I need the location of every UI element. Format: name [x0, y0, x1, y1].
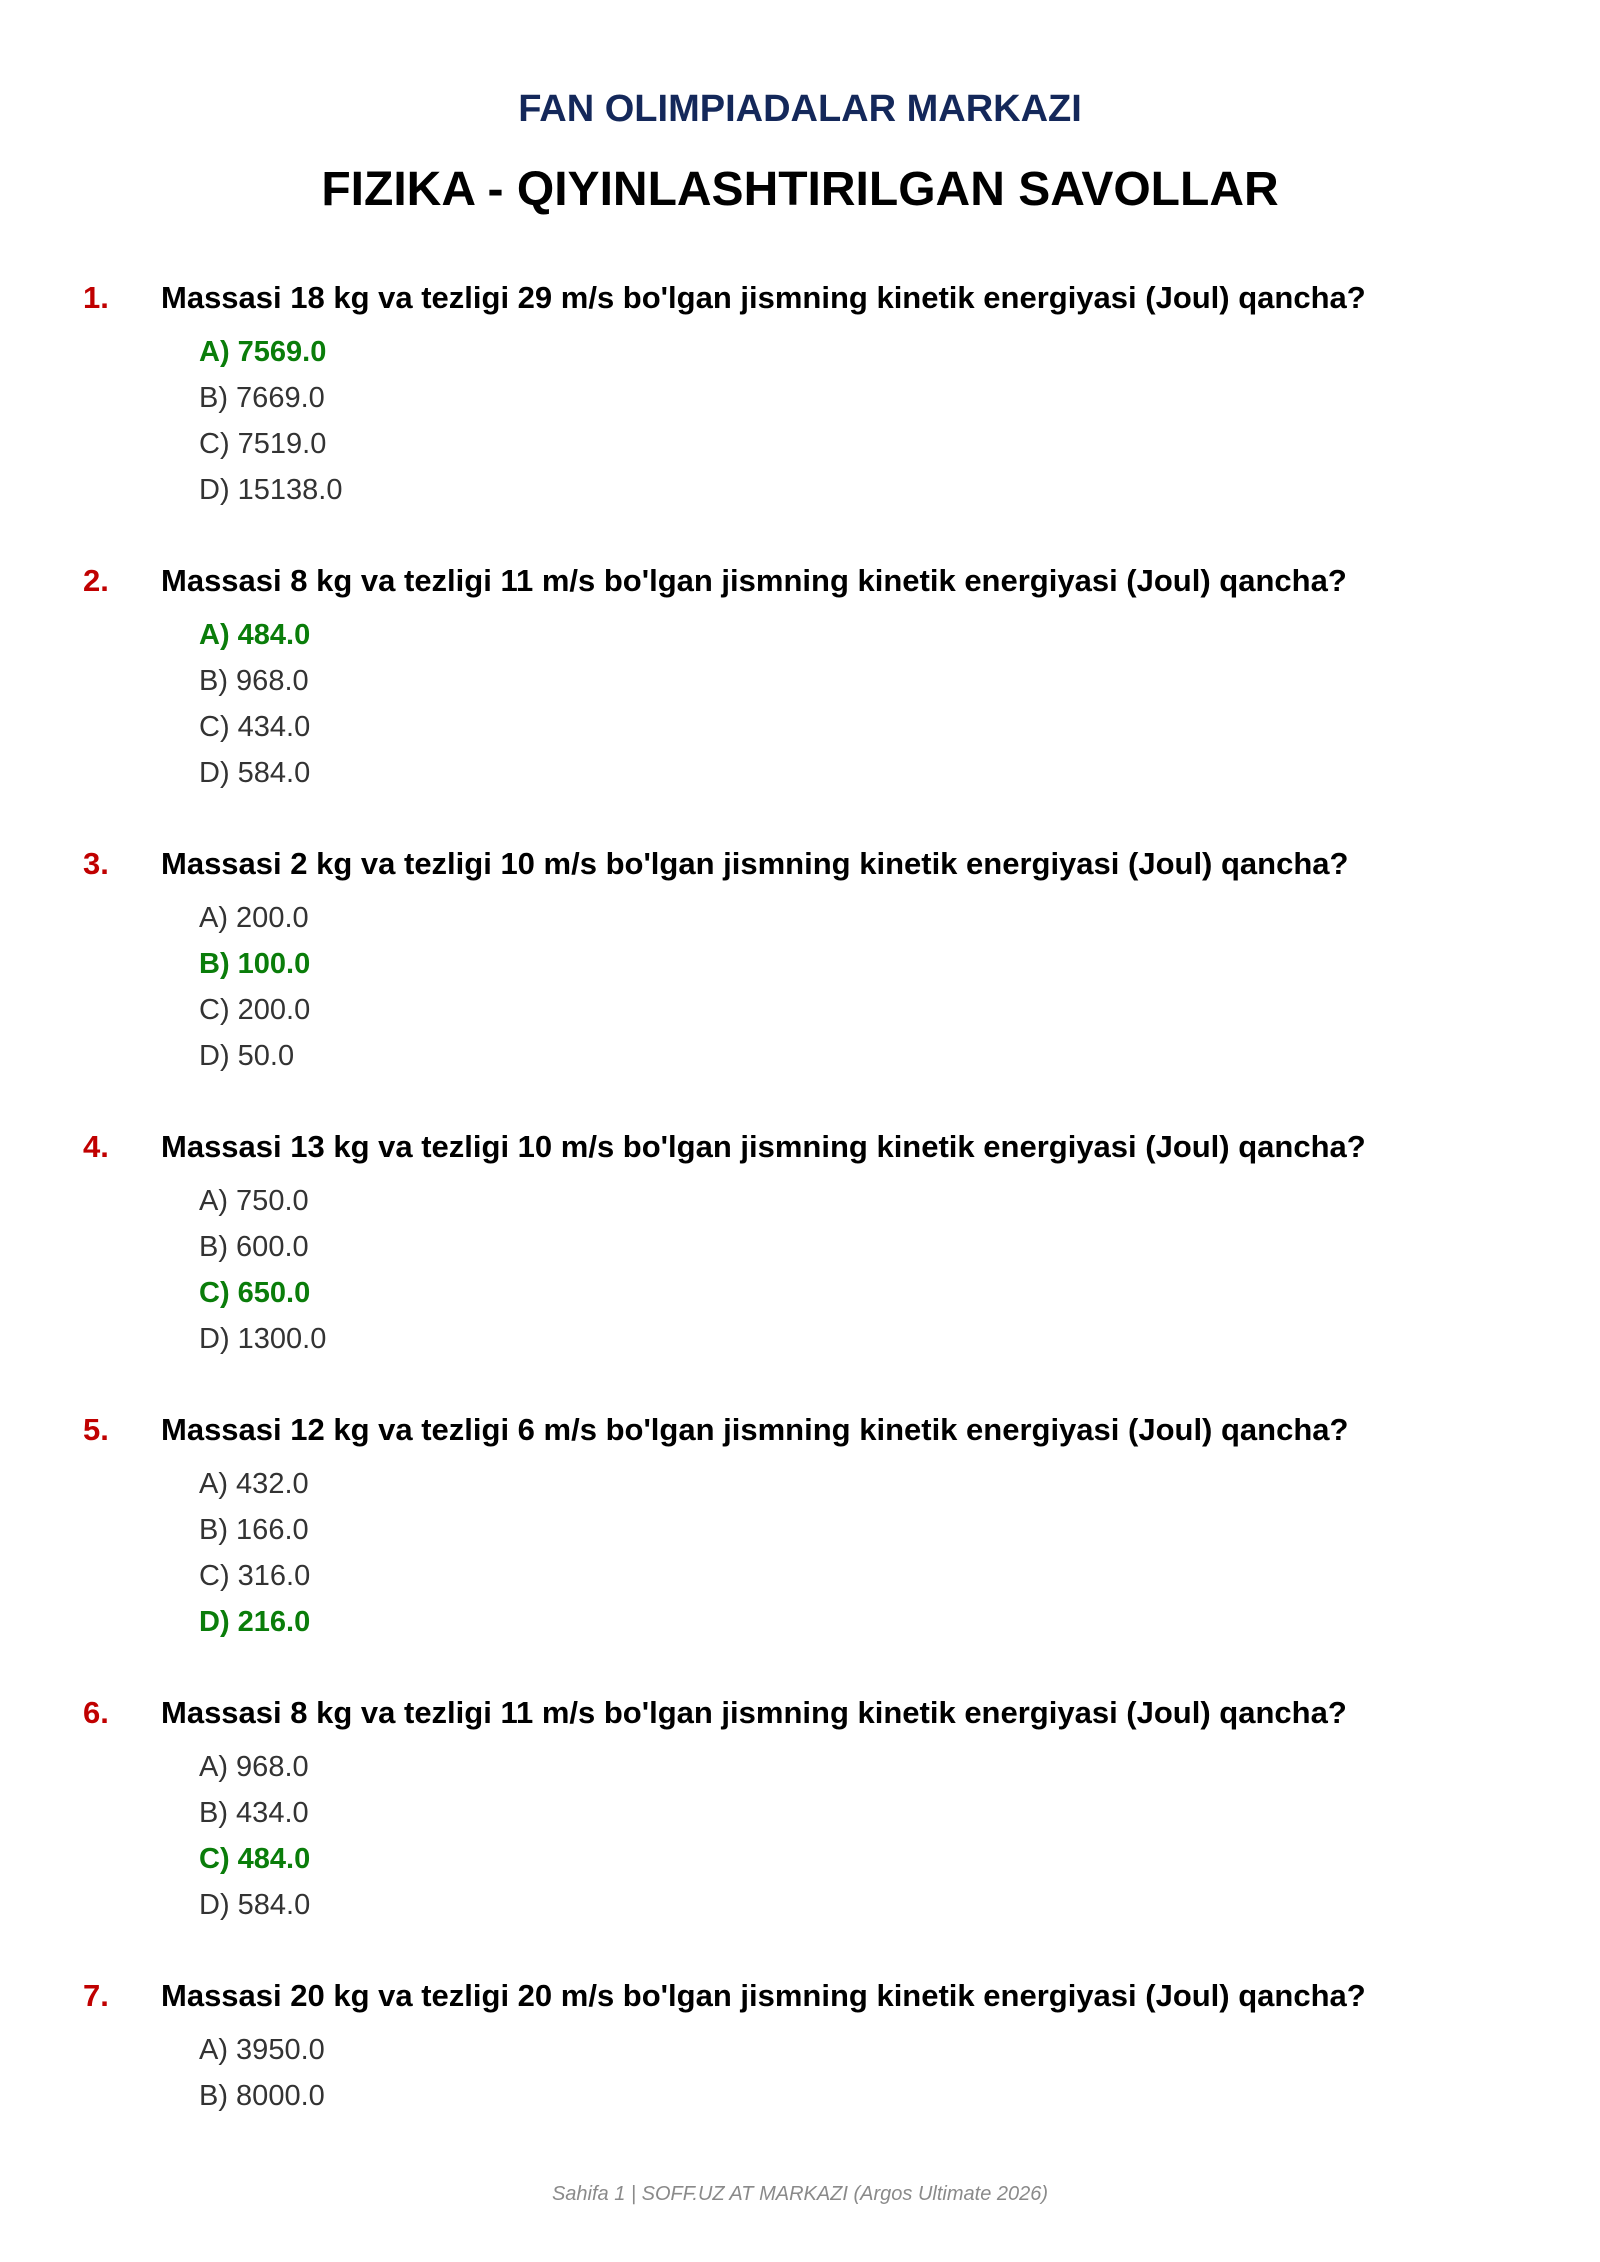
- option-d: D) 15138.0: [199, 474, 343, 506]
- option-c: C) 200.0: [199, 994, 311, 1026]
- question-number: 4.: [83, 1129, 109, 1164]
- question-text: Massasi 20 kg va tezligi 20 m/s bo'lgan jismning kinetik energiyasi (Joul) qancha?: [161, 1978, 1366, 2013]
- question-number: 5.: [83, 1412, 109, 1447]
- option-a: A) 7569.0: [199, 336, 327, 368]
- option-b: B) 968.0: [199, 665, 309, 697]
- question-number: 7.: [83, 1978, 109, 2013]
- question-text: Massasi 18 kg va tezligi 29 m/s bo'lgan jismning kinetik energiyasi (Joul) qancha?: [161, 280, 1366, 315]
- option-a: A) 3950.0: [199, 2034, 325, 2066]
- option-a: A) 484.0: [199, 619, 311, 651]
- question-number: 3.: [83, 846, 109, 881]
- option-c: C) 434.0: [199, 711, 311, 743]
- option-a: A) 200.0: [199, 902, 309, 934]
- option-b: B) 166.0: [199, 1514, 309, 1546]
- question-text: Massasi 8 kg va tezligi 11 m/s bo'lgan jismning kinetik energiyasi (Joul) qancha?: [161, 1695, 1347, 1730]
- question-text: Massasi 12 kg va tezligi 6 m/s bo'lgan jismning kinetik energiyasi (Joul) qancha?: [161, 1412, 1349, 1447]
- option-b: B) 7669.0: [199, 382, 325, 414]
- option-a: A) 432.0: [199, 1468, 309, 1500]
- option-b: B) 600.0: [199, 1231, 309, 1263]
- option-c: C) 484.0: [199, 1843, 311, 1875]
- option-d: D) 1300.0: [199, 1323, 327, 1355]
- question-text: Massasi 13 kg va tezligi 10 m/s bo'lgan jismning kinetik energiyasi (Joul) qancha?: [161, 1129, 1366, 1164]
- option-b: B) 8000.0: [199, 2080, 325, 2112]
- option-d: D) 216.0: [199, 1606, 311, 1638]
- question-number: 1.: [83, 280, 109, 315]
- option-d: D) 50.0: [199, 1040, 295, 1072]
- option-c: C) 7519.0: [199, 428, 327, 460]
- question-number: 6.: [83, 1695, 109, 1730]
- question-text: Massasi 2 kg va tezligi 10 m/s bo'lgan jismning kinetik energiyasi (Joul) qancha?: [161, 846, 1349, 881]
- option-b: B) 434.0: [199, 1797, 309, 1829]
- option-d: D) 584.0: [199, 757, 311, 789]
- option-a: A) 750.0: [199, 1185, 309, 1217]
- question-text: Massasi 8 kg va tezligi 11 m/s bo'lgan jismning kinetik energiyasi (Joul) qancha?: [161, 563, 1347, 598]
- page-title: FIZIKA - QIYINLASHTIRILGAN SAVOLLAR: [321, 163, 1279, 216]
- option-d: D) 584.0: [199, 1889, 311, 1921]
- option-c: C) 650.0: [199, 1277, 311, 1309]
- option-c: C) 316.0: [199, 1560, 311, 1592]
- organization-title: FAN OLIMPIADALAR MARKAZI: [518, 88, 1082, 130]
- question-number: 2.: [83, 563, 109, 598]
- option-b: B) 100.0: [199, 948, 311, 980]
- page-footer: Sahifa 1 | SOFF.UZ AT MARKAZI (Argos Ultimate 2026): [551, 2183, 1049, 2205]
- option-a: A) 968.0: [199, 1751, 309, 1783]
